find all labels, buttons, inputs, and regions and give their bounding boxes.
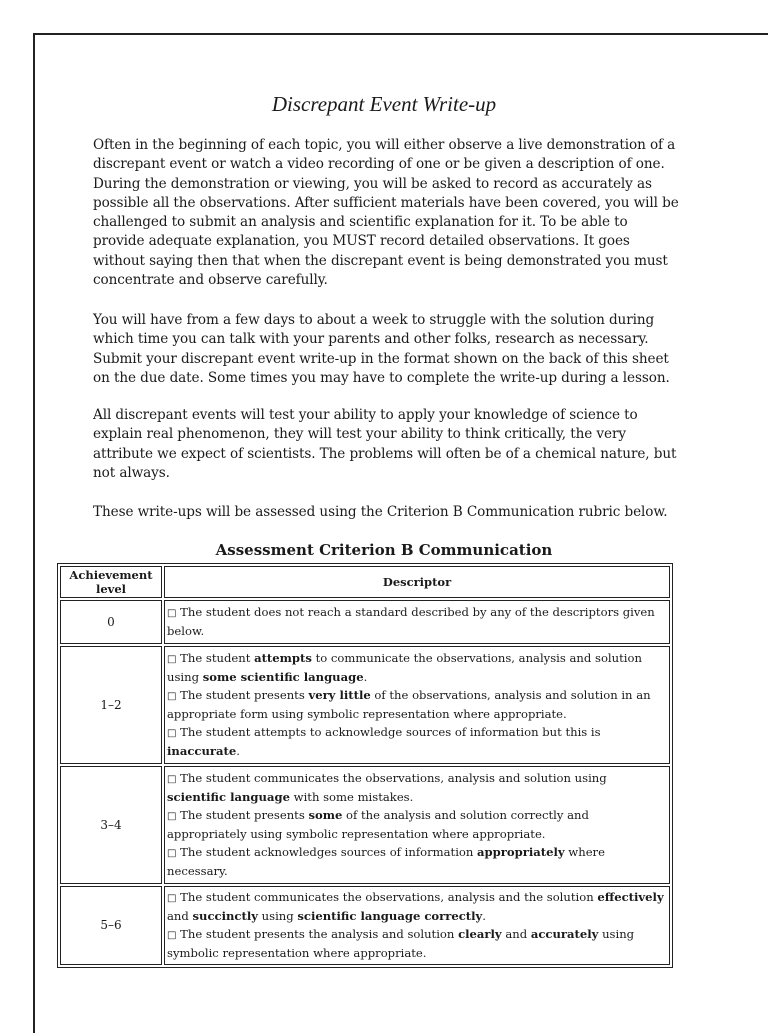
descriptor-cell	[164, 886, 670, 965]
assessment-paragraph: These write-ups will be assessed using the Criterion B Communication rubric below.	[93, 504, 668, 520]
descriptor-text: .	[482, 908, 486, 923]
descriptor-cell	[164, 646, 670, 764]
rubric-title: Assessment Criterion B Communication	[215, 541, 553, 559]
checkbox-glyph-icon: □	[167, 930, 177, 941]
checkbox-glyph-icon: □	[167, 654, 177, 665]
descriptor-bullet	[167, 844, 667, 879]
descriptor-bullet	[167, 770, 667, 805]
checkbox-glyph-icon: □	[167, 893, 177, 904]
checkbox-glyph-icon: □	[167, 774, 177, 785]
achievement-level-cell: 1–2	[60, 646, 162, 764]
achievement-level-cell: 3–4	[60, 766, 162, 884]
descriptor-text: using symbolic representation where appropriate.	[167, 927, 635, 960]
descriptor-emphasis: some scientific language	[202, 669, 364, 684]
descriptor-emphasis: scientific language	[167, 789, 290, 804]
rubric-header-row	[60, 566, 670, 598]
descriptor-emphasis: appropriately	[477, 845, 565, 859]
descriptor-text: using	[257, 908, 298, 923]
rubric-row	[60, 646, 670, 764]
descriptor-emphasis: very little	[308, 688, 371, 702]
descriptor-bullet	[167, 604, 667, 639]
descriptor-text: The student presents	[176, 688, 309, 702]
descriptor-text: The student communicates the observations, analysis and the solution	[176, 890, 598, 904]
descriptor-text: of the observations, analysis and solution in an appropriate form using symbolic representation where appropriate.	[167, 688, 651, 721]
descriptor-text: The student	[176, 651, 255, 665]
achievement-level-cell: 0	[60, 600, 162, 644]
descriptor-text: with some mistakes.	[289, 789, 414, 804]
descriptor-emphasis: some	[308, 808, 343, 822]
descriptor-text: The student acknowledges sources of information	[176, 845, 478, 859]
descriptor-emphasis: effectively	[597, 890, 664, 904]
rubric-table	[57, 563, 673, 968]
descriptor-emphasis: scientific language correctly	[297, 908, 483, 923]
descriptor-emphasis: inaccurate	[167, 743, 237, 758]
checkbox-glyph-icon: □	[167, 608, 177, 619]
descriptor-text: The student attempts to acknowledge sources of information but this is	[176, 725, 601, 739]
descriptor-bullet	[167, 687, 667, 722]
rubric-row	[60, 886, 670, 965]
intro-paragraph: Often in the beginning of each topic, you will either observe a live demonstration of a discrepant event or watch a video recording of one or be given a description of one. During the demonstration or viewing, you will be asked to record as accurately as possible all the observations. After sufficient materials have been covered, you will be challenged to submit an analysis and scientific explanation for it. To be able to provide adequate explanation, you MUST record detailed observations. It goes without saying then that when the discrepant event is being demonstrated you must concentrate and observe carefully.	[93, 137, 679, 289]
descriptor-text: where necessary.	[167, 845, 605, 878]
descriptor-text: The student presents the analysis and solution	[176, 927, 459, 941]
descriptor-bullet	[167, 926, 667, 961]
timeline-paragraph: You will have from a few days to about a week to struggle with the solution during which time you can talk with your parents and other folks, research as necessary. Submit your discrepant event write-up in the format shown on the back of this sheet on the due date. Some times you may have to complete the write-up during a lesson.	[93, 312, 670, 386]
rubric-row	[60, 766, 670, 884]
descriptor-text: of the analysis and solution correctly and appropriately using symbolic representation where appropriate.	[167, 808, 589, 841]
header-descriptor: Descriptor	[164, 566, 670, 598]
descriptor-text: The student presents	[176, 808, 309, 822]
document-title: Discrepant Event Write-up	[271, 92, 497, 116]
checkbox-glyph-icon: □	[167, 811, 177, 822]
descriptor-text: and	[167, 908, 193, 923]
descriptor-bullet	[167, 650, 667, 685]
skills-paragraph: All discrepant events will test your ability to apply your knowledge of science to explain real phenomenon, they will test your ability to think critically, the very attribute we expect of scientists. The problems will often be of a chemical nature, but not always.	[93, 407, 677, 481]
rubric-body	[60, 600, 670, 965]
checkbox-glyph-icon: □	[167, 848, 177, 859]
header-achievement-level: Achievement level	[60, 566, 162, 598]
checkbox-glyph-icon: □	[167, 691, 177, 702]
descriptor-emphasis: succinctly	[192, 908, 258, 923]
descriptor-text: The student communicates the observations, analysis and solution using	[176, 771, 607, 785]
rubric-row	[60, 600, 670, 644]
descriptor-text: .	[236, 743, 240, 758]
descriptor-text: .	[363, 669, 368, 684]
descriptor-text: The student does not reach a standard described by any of the descriptors given below.	[167, 605, 655, 638]
descriptor-text: and	[501, 927, 531, 941]
checkbox-glyph-icon: □	[167, 728, 177, 739]
descriptor-bullet	[167, 724, 667, 759]
descriptor-emphasis: attempts	[254, 651, 312, 665]
descriptor-emphasis: clearly	[458, 927, 502, 941]
descriptor-bullet	[167, 889, 667, 924]
descriptor-bullet	[167, 807, 667, 842]
descriptor-cell	[164, 766, 670, 884]
descriptor-text: to communicate the observations, analysis and solution using	[167, 651, 642, 684]
achievement-level-cell: 5–6	[60, 886, 162, 965]
descriptor-cell	[164, 600, 670, 644]
descriptor-emphasis: accurately	[530, 927, 599, 941]
